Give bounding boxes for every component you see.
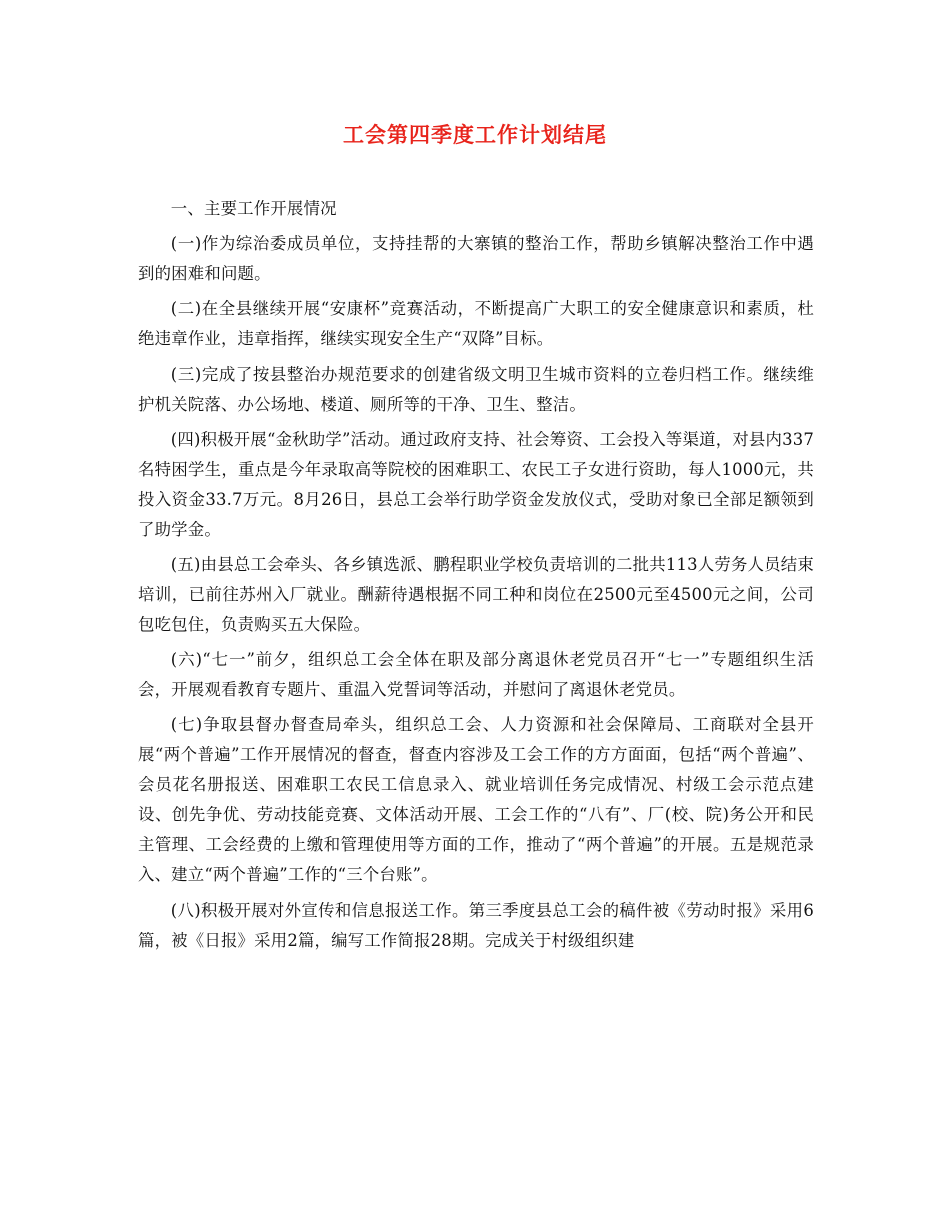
paragraph-item-4: (四)积极开展“金秋助学”活动。通过政府支持、社会筹资、工会投入等渠道，对县内337名特困学生，重点是今年录取高等院校的困难职工、农民工子女进行资助，每人1000元，共投入资金33.7万元。8月26日，县总工会举行助学资金发放仪式，受助对象已全部足额领到了助学金。 [138,429,814,539]
paragraph-item-8: (八)积极开展对外宣传和信息报送工作。第三季度县总工会的稿件被《劳动时报》采用6篇，被《日报》采用2篇，编写工作简报28期。完成关于村级组织建 [138,900,814,950]
section-heading: 一、主要工作开展情况 [170,199,337,218]
paragraph-item-2: (二)在全县继续开展“安康杯”竞赛活动，不断提高广大职工的安全健康意识和素质，杜绝违章作业，违章指挥，继续实现安全生产“双降”目标。 [138,299,814,349]
paragraph-item-3: (三)完成了按县整治办规范要求的创建省级文明卫生城市资料的立卷归档工作。继续维护机关院落、办公场地、楼道、厕所等的干净、卫生、整洁。 [138,364,814,414]
paragraph-item-7: (七)争取县督办督查局牵头，组织总工会、人力资源和社会保障局、工商联对全县开展“两个普遍”工作开展情况的督查，督查内容涉及工会工作的方方面面，包括“两个普遍”、会员花名册报送、困难职工农民工信息录入、就业培训任务完成情况、村级工会示范点建设、创先争优、劳动技能竞赛、文体活动开展、工会工作的“八有”、厂(校、院)务公开和民主管理、工会经费的上缴和管理使用等方面的工作，推动了“两个普遍”的开展。五是规范录入、建立“两个普遍”工作的“三个台账”。 [138,715,814,885]
paragraph-item-5: (五)由县总工会牵头、各乡镇选派、鹏程职业学校负责培训的二批共113人劳务人员结束培训，已前往苏州入厂就业。酬薪待遇根据不同工种和岗位在2500元至4500元之间，公司包吃包住，负责购买五大保险。 [138,554,814,634]
paragraph-item-6: (六)“七一”前夕，组织总工会全体在职及部分离退休老党员召开“七一”专题组织生活会，开展观看教育专题片、重温入党誓词等活动，并慰问了离退休老党员。 [138,650,814,700]
document-body [138,194,814,961]
paragraph-item-1: (一)作为综治委成员单位，支持挂帮的大寨镇的整治工作，帮助乡镇解决整治工作中遇到的困难和问题。 [138,234,814,284]
document-title: 工会第四季度工作计划结尾 [343,123,607,147]
